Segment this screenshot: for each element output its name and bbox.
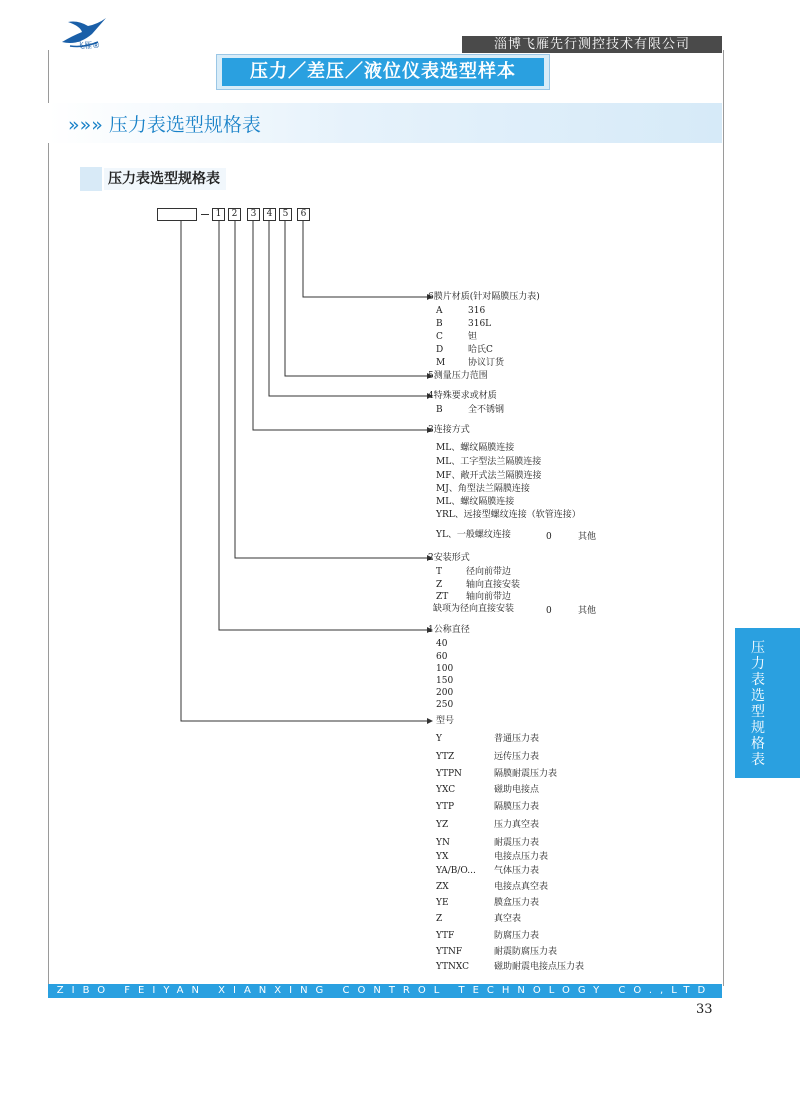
g6-desc: 316L [468, 319, 492, 329]
code-box-2: 2 [228, 208, 241, 221]
model-desc: 气体压力表 [494, 866, 540, 876]
section-title: »»» 压力表选型规格表 [68, 114, 261, 136]
g6-desc: 协议订货 [468, 358, 505, 368]
g1-value: 200 [436, 688, 454, 698]
model-desc: 真空表 [494, 914, 522, 924]
g1-value: 250 [436, 700, 454, 710]
model-desc: 防腐压力表 [494, 931, 540, 941]
footer-company-bar: ZIBO FEIYAN XIANXING CONTROL TECHNOLOGY CO.,LTD [48, 984, 722, 998]
model-code: YXC [436, 785, 456, 795]
g1-value: 150 [436, 676, 454, 686]
model-code: YA/B/O... [436, 866, 476, 876]
model-code: YE [436, 898, 449, 908]
g4-code: B [436, 405, 443, 415]
g3-other-code: 0 [546, 532, 552, 542]
logo-text: 飞雁® [76, 41, 100, 50]
g2-desc: 轴向直接安装 [466, 580, 521, 590]
g1-value: 40 [436, 639, 448, 649]
model-code: Z [436, 914, 443, 924]
model-desc: 电接点压力表 [494, 852, 549, 862]
g2-other-label: 其他 [578, 606, 597, 616]
g2-desc: 轴向前带边 [466, 592, 512, 602]
model-code: YTNF [436, 947, 463, 957]
model-desc: 磁助耐震电接点压力表 [494, 962, 585, 972]
model-desc: 膜盒压力表 [494, 898, 540, 908]
group1-heading: 1公称直径 [428, 625, 470, 635]
model-code: YN [436, 838, 450, 848]
g3-line: MJ、角型法兰隔膜连接 [436, 484, 530, 494]
side-tab-label: 压力表选型规格表 [751, 640, 765, 768]
g6-desc: 哈氏C [468, 345, 493, 355]
g6-desc: 316 [468, 306, 486, 316]
g6-code: B [436, 319, 443, 329]
page-number: 33 [696, 1002, 713, 1017]
g3-line: YRL、远接型螺纹连接（软管连接） [436, 510, 581, 520]
g3-line: MF、敞开式法兰隔膜连接 [436, 471, 542, 481]
model-desc: 耐震压力表 [494, 838, 540, 848]
code-box-3: 3 [247, 208, 260, 221]
g2-other-code: 0 [546, 606, 552, 616]
model-code: YTP [436, 802, 454, 812]
model-desc: 隔膜压力表 [494, 802, 540, 812]
g2-code: ZT [436, 592, 449, 602]
g2-desc: 径向前带边 [466, 567, 512, 577]
model-code: YZ [436, 820, 449, 830]
model-code: YTF [436, 931, 455, 941]
g3-other-label: 其他 [578, 532, 597, 542]
g6-code: D [436, 345, 444, 355]
g1-value: 60 [436, 652, 448, 662]
group6-heading: 6膜片材质(针对隔膜压力表) [428, 292, 540, 302]
model-heading: 型号 [436, 716, 455, 726]
g2-code: Z [436, 580, 443, 590]
g6-code: M [436, 358, 446, 368]
g3-line: ML、螺纹隔膜连接 [436, 443, 515, 453]
model-code: Y [436, 734, 442, 744]
group4-heading: 4特殊要求或材质 [428, 391, 497, 401]
model-desc: 压力真空表 [494, 820, 540, 830]
model-desc: 隔膜耐震压力表 [494, 769, 558, 779]
model-code: YTZ [436, 752, 455, 762]
model-desc: 磁助电接点 [494, 785, 540, 795]
model-desc: 电接点真空表 [494, 882, 549, 892]
code-box-1: 1 [212, 208, 225, 221]
group5-heading: 5测量压力范围 [428, 371, 488, 381]
catalog-title: 压力／差压／液位仪表选型样本 [222, 58, 544, 86]
g6-code: A [436, 306, 443, 316]
g3-line: ML、螺纹隔膜连接 [436, 497, 515, 507]
g4-desc: 全不锈钢 [468, 405, 505, 415]
code-box-4: 4 [263, 208, 276, 221]
g6-desc: 钽 [468, 332, 478, 342]
g1-value: 100 [436, 664, 454, 674]
model-code: YX [436, 852, 449, 862]
model-desc: 普通压力表 [494, 734, 540, 744]
group3-heading: 3连接方式 [428, 425, 470, 435]
code-box-6: 6 [297, 208, 310, 221]
company-name-bar: 淄博飞雁先行测控技术有限公司 [462, 36, 722, 53]
model-code: YTNXC [436, 962, 469, 972]
model-desc: 耐震防腐压力表 [494, 947, 558, 957]
subtitle: 压力表选型规格表 [104, 168, 226, 190]
code-box-5: 5 [279, 208, 292, 221]
g3-line: ML、工字型法兰隔膜连接 [436, 457, 542, 467]
model-desc: 远传压力表 [494, 752, 540, 762]
g2-default-line: 缺项为径向直接安装 [433, 604, 515, 614]
g6-code: C [436, 332, 443, 342]
g3-line: YL、一般螺纹连接 [436, 530, 511, 540]
group2-heading: 2安装形式 [428, 553, 470, 563]
model-code: ZX [436, 882, 449, 892]
g2-code: T [436, 567, 443, 577]
model-code: YTPN [436, 769, 462, 779]
